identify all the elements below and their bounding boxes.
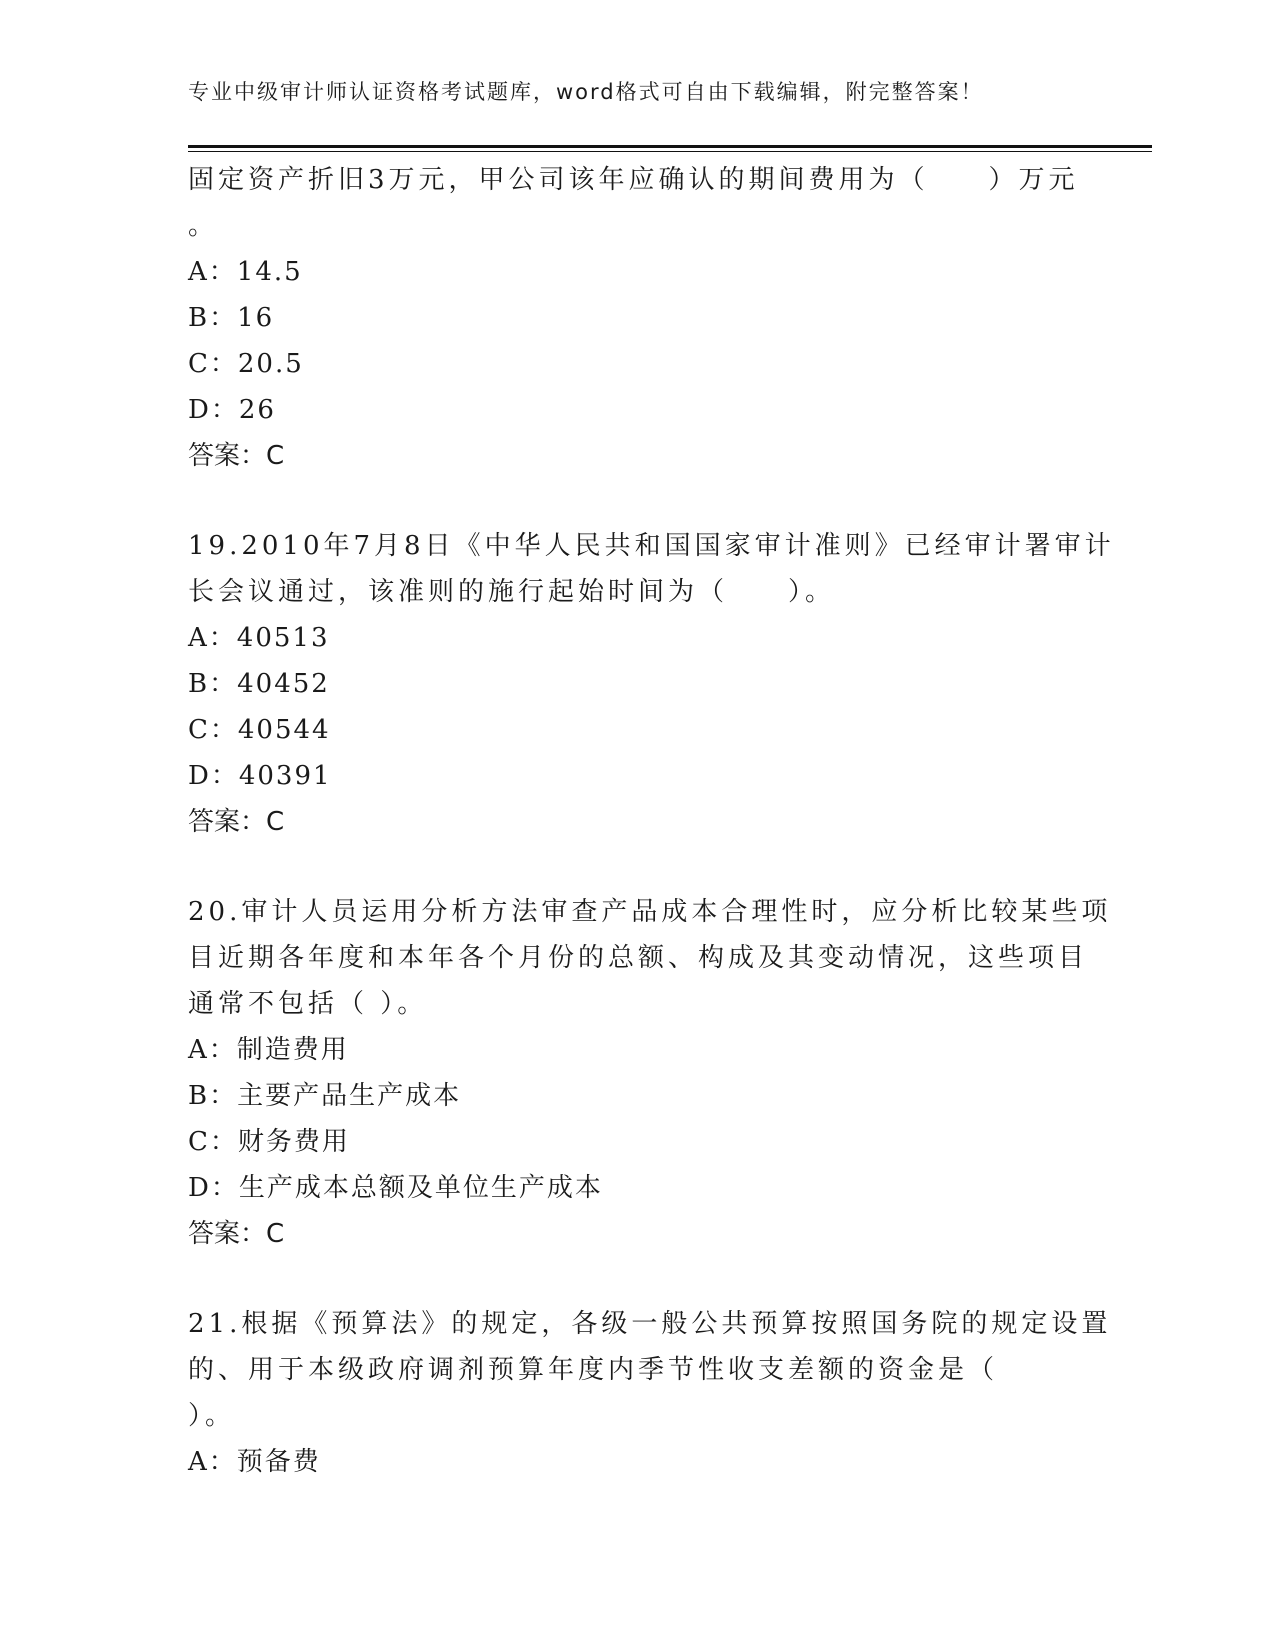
answer-line: 答案：C [188, 441, 285, 471]
option-d: D：40391 [188, 761, 332, 791]
header-rule-thick [188, 145, 1152, 148]
question-text-line: 目近期各年度和本年各个月份的总额、构成及其变动情况，这些项目 [188, 943, 1089, 973]
option-a: A：制造费用 [188, 1035, 349, 1065]
answer-line: 答案：C [188, 1219, 285, 1249]
question-text-line: 20.审计人员运用分析方法审查产品成本合理性时，应分析比较某些项 [188, 897, 1112, 927]
question-18 [188, 157, 1088, 479]
option-b: B：16 [188, 303, 275, 333]
option-c: C：20.5 [188, 349, 304, 379]
option-a: A：预备费 [188, 1447, 321, 1477]
question-text-line: ）。 [188, 1401, 236, 1431]
answer-line: 答案：C [188, 807, 285, 837]
option-b: B：主要产品生产成本 [188, 1081, 462, 1111]
page-header: 专业中级审计师认证资格考试题库，word格式可自由下载编辑，附完整答案！ [188, 80, 984, 104]
option-a: A：14.5 [188, 257, 303, 287]
option-c: C：财务费用 [188, 1127, 350, 1157]
question-text-line: 19.2010年7月8日《中华人民共和国国家审计准则》已经审计署审计 [188, 531, 1115, 561]
option-d: D：生产成本总额及单位生产成本 [188, 1173, 603, 1203]
question-19 [188, 523, 1115, 845]
option-d: D：26 [188, 395, 276, 425]
question-text-line: 固定资产折旧3万元，甲公司该年应确认的期间费用为（ ）万元 [188, 165, 1079, 195]
question-20 [188, 889, 1112, 1257]
header-rule-thin [188, 151, 1152, 152]
option-b: B：40452 [188, 669, 330, 699]
option-c: C：40544 [188, 715, 331, 745]
question-text-line: 长会议通过，该准则的施行起始时间为（ ）。 [188, 577, 836, 607]
question-21 [188, 1301, 1112, 1485]
question-list [188, 157, 1115, 1485]
option-a: A：40513 [188, 623, 330, 653]
question-text-line: 21.根据《预算法》的规定，各级一般公共预算按照国务院的规定设置 [188, 1309, 1112, 1339]
question-text-line: 通常不包括（ ）。 [188, 989, 428, 1019]
question-text-line: 的、用于本级政府调剂预算年度内季节性收支差额的资金是（ [188, 1355, 999, 1385]
question-text-line: 。 [188, 211, 219, 241]
